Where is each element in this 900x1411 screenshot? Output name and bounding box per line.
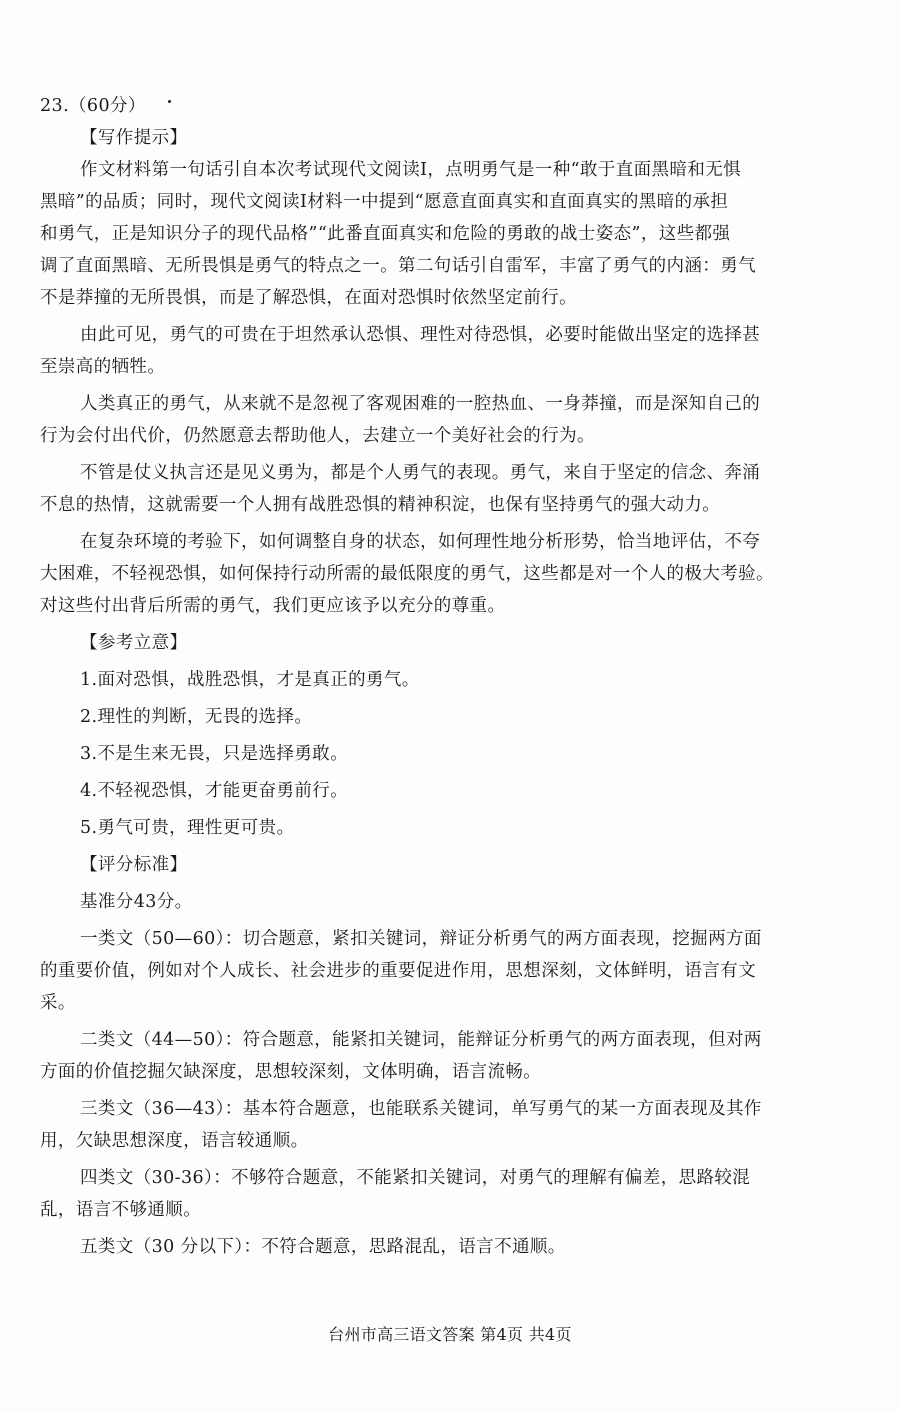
text-line: 用，欠缺思想深度，语言较通顺。 (40, 1131, 309, 1151)
scoring-category (40, 1093, 840, 1157)
text-line: 三类文（36—43）：基本符合题意，也能联系关键词，单写勇气的某一方面表现及其作 (80, 1099, 762, 1119)
text-line: 二类文（44—50）：符合题意，能紧扣关键词，能辩证分析勇气的两方面表现，但对两 (80, 1030, 762, 1050)
text-line: 对这些付出背后所需的勇气，我们更应该予以充分的尊重。 (40, 596, 506, 616)
scoring-heading: 【评分标准】 (80, 855, 188, 875)
reference-idea-item: 3.不是生来无畏，只是选择勇敢。 (80, 744, 349, 764)
text-line: 和勇气，正是知识分子的现代品格”“此番直面真实和危险的勇敢的战士姿态”，这些都强 (40, 224, 731, 244)
writing-tips-paragraph (40, 526, 840, 622)
writing-tips-paragraph (40, 388, 840, 452)
base-score: 基准分43分。 (80, 892, 193, 912)
text-line: 作文材料第一句话引自本次考试现代文阅读Ⅰ，点明勇气是一种“敢于直面黑暗和无惧 (80, 160, 742, 180)
text-line: 不息的热情，这就需要一个人拥有战胜恐惧的精神积淀，也保有坚持勇气的强大动力。 (40, 495, 721, 515)
text-line: 采。 (40, 993, 76, 1013)
text-line: 的重要价值，例如对个人成长、社会进步的重要促进作用，思想深刻，文体鲜明，语言有文 (40, 961, 756, 981)
text-line: 五类文（30 分以下）：不符合题意，思路混乱，语言不通顺。 (80, 1237, 566, 1257)
text-line: 大困难，不轻视恐惧，如何保持行动所需的最低限度的勇气，这些都是对一个人的极大考验。 (40, 564, 774, 584)
text-line: 不管是仗义执言还是见义勇为，都是个人勇气的表现。勇气，来自于坚定的信念、奔涌 (80, 463, 761, 483)
page-footer: 台州市高三语文答案 第4页 共4页 (328, 1325, 572, 1344)
text-line: 行为会付出代价，仍然愿意去帮助他人，去建立一个美好社会的行为。 (40, 426, 595, 446)
scoring-category (40, 1024, 840, 1088)
reference-ideas-heading: 【参考立意】 (80, 633, 188, 653)
writing-tips-heading: 【写作提示】 (80, 128, 188, 148)
writing-tips-paragraph (40, 154, 840, 314)
scoring-category (40, 1231, 840, 1263)
reference-idea-item: 4.不轻视恐惧，才能更奋勇前行。 (80, 781, 349, 801)
reference-idea-item: 5.勇气可贵，理性更可贵。 (80, 818, 295, 838)
text-line: 四类文（30-36）：不够符合题意，不能紧扣关键词，对勇气的理解有偏差，思路较混 (80, 1168, 751, 1188)
text-line: 调了直面黑暗、无所畏惧是勇气的特点之一。第二句话引自雷军，丰富了勇气的内涵：勇气 (40, 256, 756, 276)
text-line: 至崇高的牺牲。 (40, 357, 166, 377)
scoring-category (40, 923, 840, 1019)
text-line: 由此可见，勇气的可贵在于坦然承认恐惧、理性对待恐惧，必要时能做出坚定的选择甚 (80, 325, 761, 345)
text-line: 不是莽撞的无所畏惧，而是了解恐惧，在面对恐惧时依然坚定前行。 (40, 288, 577, 308)
question-number: 23.（60分） (40, 96, 146, 116)
reference-idea-item: 1.面对恐惧，战胜恐惧，才是真正的勇气。 (80, 670, 420, 690)
scoring-category (40, 1162, 840, 1226)
answer-content (40, 90, 840, 1263)
text-line: 乱，语言不够通顺。 (40, 1200, 202, 1220)
text-line: 在复杂环境的考验下，如何调整自身的状态，如何理性地分析形势，恰当地评估，不夸 (80, 532, 761, 552)
text-line: 一类文（50—60）：切合题意，紧扣关键词，辩证分析勇气的两方面表现，挖掘两方面 (80, 929, 762, 949)
text-line: 人类真正的勇气，从来就不是忽视了客观困难的一腔热血、一身莽撞，而是深知自己的 (80, 394, 761, 414)
text-line: 黑暗”的品质；同时，现代文阅读Ⅰ材料一中提到“愿意直面真实和直面真实的黑暗的承担 (40, 192, 729, 212)
writing-tips-paragraph (40, 319, 840, 383)
reference-idea-item: 2.理性的判断，无畏的选择。 (80, 707, 313, 727)
writing-tips-paragraph (40, 457, 840, 521)
text-line: 方面的价值挖掘欠缺深度，思想较深刻，文体明确，语言流畅。 (40, 1062, 542, 1082)
